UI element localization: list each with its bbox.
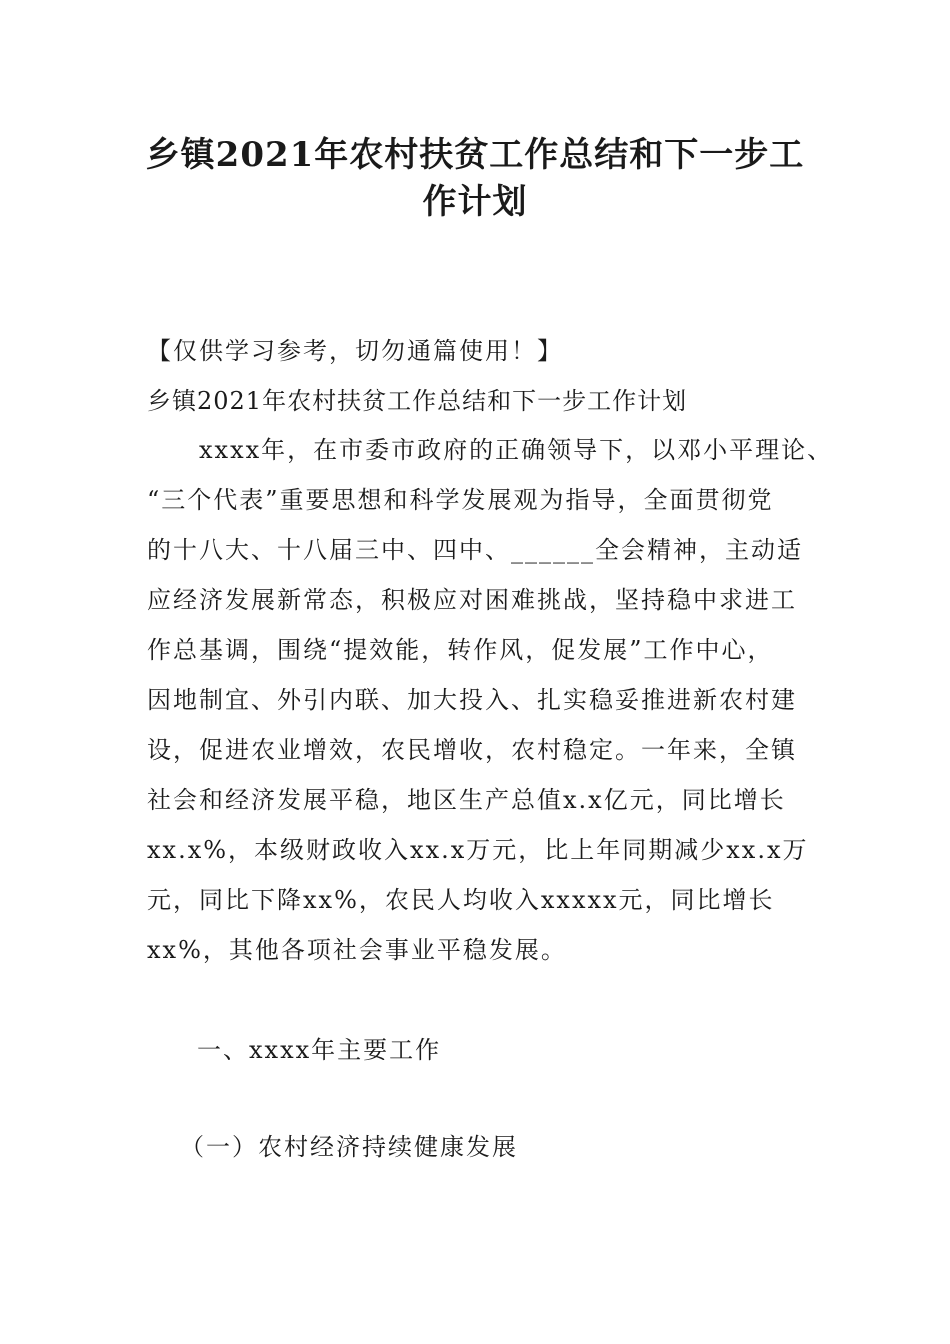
document-subtitle: 乡镇2021年农村扶贫工作总结和下一步工作计划 <box>147 387 688 415</box>
paragraph-line: “三个代表”重要思想和科学发展观为指导，全面贯彻党 <box>147 486 774 514</box>
subsection-heading-1: （一）农村经济持续健康发展 <box>180 1133 518 1161</box>
paragraph-line: xxxx年，在市委市政府的正确领导下，以邓小平理论、 <box>199 436 834 464</box>
paragraph-line: 作总基调，围绕“提效能，转作风，促发展”工作中心， <box>147 636 774 664</box>
paragraph-line: 应经济发展新常态，积极应对困难挑战，坚持稳中求进工 <box>147 586 797 614</box>
paragraph-line: 的十八大、十八届三中、四中、______全会精神，主动适 <box>147 536 803 564</box>
paragraph-line: xx.x%，本级财政收入xx.x万元，比上年同期减少xx.x万 <box>147 836 809 864</box>
section-heading-1: 一、xxxx年主要工作 <box>197 1036 442 1064</box>
document-title-line-1: 乡镇2021年农村扶贫工作总结和下一步工 <box>145 135 805 175</box>
intro-paragraph <box>147 435 834 985</box>
paragraph-line: 社会和经济发展平稳，地区生产总值x.x亿元，同比增长 <box>147 786 786 814</box>
paragraph-line: 设，促进农业增效，农民增收，农村稳定。一年来，全镇 <box>147 736 797 764</box>
document-title-line-2: 作计划 <box>422 182 528 222</box>
paragraph-line: 因地制宜、外引内联、加大投入、扎实稳妥推进新农村建 <box>147 686 797 714</box>
paragraph-line: 元，同比下降xx%，农民人均收入xxxxx元，同比增长 <box>147 886 775 914</box>
paragraph-line: xx%，其他各项社会事业平稳发展。 <box>147 936 567 964</box>
usage-notice: 【仅供学习参考，切勿通篇使用！】 <box>147 337 563 365</box>
